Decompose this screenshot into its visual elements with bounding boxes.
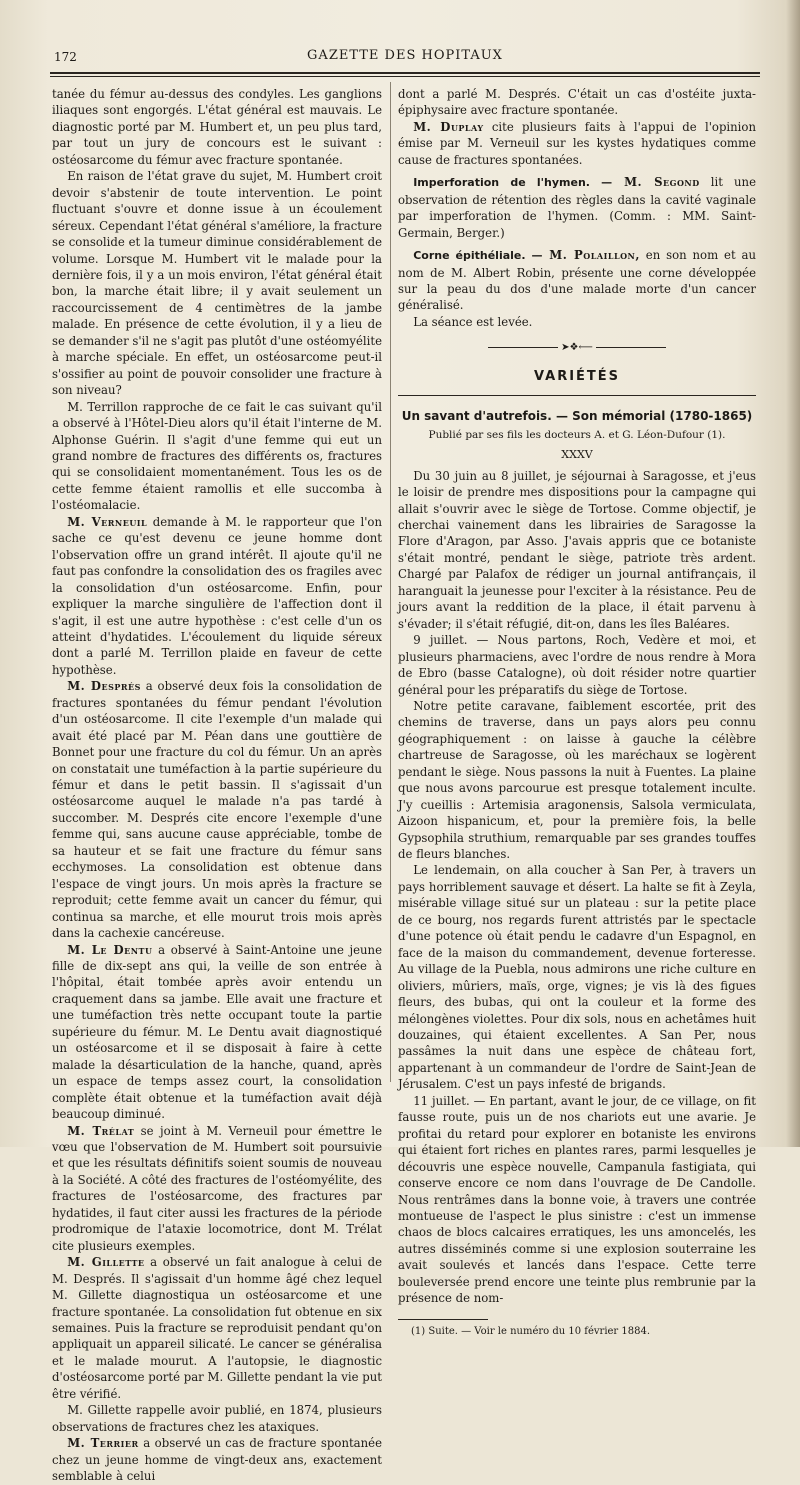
paragraph: En raison de l'état grave du sujet, M. Humbert croit devoir s'abstenir de toute intervention. Le point fluctuant s'ouvre et donne issue à un écoulement séreux. Cependant l'état général s'améliore, la fracture se consolide et la tumeur diminue considérablement de volume. Lorsque M. Humbert vit le malade pour la dernière fois, il y a un mois environ, l'état général était bon, la marche était libre; il y avait seulement un raccourcissement de 4 centimètres de la jambe malade. En présence de cette évolution, il y a lieu de se demander s'il ne s'agit pas plutôt d'une ostéomyélite à marche spéciale. En effet, un ostéosarcome peut-il s'ossifier au point de pouvoir consolider une fracture à son niveau? [52,169,382,398]
paragraph: dont a parlé M. Després. C'était un cas d'ostéite juxta-épiphysaire avec fracture spontanée. [398,87,756,118]
left-column [52,86,382,1485]
paragraph-text: a observé un cas de fracture spontanée chez un jeune homme de vingt-deux ans, exactement semblable à celui [52,1436,383,1484]
speaker-name: M. Polaillon, [542,248,640,263]
page-number: 172 [54,50,77,64]
paragraph: M. Gillette rappelle avoir publié, en 1874, plusieurs observations de fractures chez les ataxiques. [52,1403,382,1434]
paragraph [52,514,382,679]
paragraph-text: demande à M. le rapporteur que l'on sache ce qu'est devenu ce jeune homme dont l'observation offre un grand intérêt. Il ajoute qu'il ne faut pas confondre la consolidation des os fragiles avec la consolidation d'un ostéosarcome. Enfin, pour expliquer la marche singulière de l'affection dont il s'agit, il est une autre hypothèse : c'est celle d'un os atteint d'hydatides. L'écoulement du liquide séreux dont a parlé M. Terrillon plaide en faveur de cette hypothèse. [52,514,382,677]
chapter-number: XXXV [561,448,593,462]
paragraph [52,1123,382,1255]
rubric-title: Corne épithéliale. — [413,249,543,263]
speaker-name: M. Verneuil [67,514,148,529]
paragraph [52,1435,382,1484]
paragraph: Le lendemain, on alla coucher à San Per, à travers un pays horriblement sauvage et désert. La halte se fit à Zeyla, misérable village situé sur un plateau : sur la petite place de ce bourg, nos regards furent attristés par le spectacle d'une potence où était pendu le cadavre d'un Espagnol, en face de la maison du commandement, devenue forteresse. Au village de la Puebla, nous admirons une riche culture en oliviers, mûriers, maïs, orge, vignes; je vis là des figues fleurs, des bubas, qui ont la couleur et la forme des mélongènes violettes. Pour dix sols, nous en achetâmes huit douzaines, qui étaient excellentes. A San Per, nous passâmes la nuit dans une espèce de château fort, appartenant à un commandeur de l'ordre de Saint-Jean de Jérusalem. C'est un pays infesté de brigands. [398,863,756,1092]
header-rule-thin [50,76,760,77]
article-title: Un savant d'autrefois. — Son mémorial (1780-1865) [401,409,753,424]
paragraph-text: cite plusieurs faits à l'appui de l'opinion émise par M. Verneuil sur les kystes hydatiques comme cause de fractures spontanées. [398,119,756,167]
paragraph: M. Terrillon rapproche de ce fait le cas suivant qu'il a observé à l'Hôtel-Dieu alors qu'il était l'interne de M. Alphonse Guérin. Il s'agit d'une femme qui eut un grand nombre de fractures des différents os, fractures qui se consolidaient momentanément. Tous les os de cette femme étaient ramollis et elle succomba à l'ostéomalacie. [52,399,382,513]
paragraph: Du 30 juin au 8 juillet, je séjournai à Saragosse, et j'eus le loisir de prendre mes dispositions pour la campagne qui allait s'ouvrir avec le siège de Tortose. Comme objectif, je cherchai vainement dans les librairies de Saragosse la Flore d'Aragon, par Asso. J'avais appris que ce botaniste s'était montré, pendant le siège, patriote très ardent. Chargé par Palafox de rédiger un journal antifrançais, il haranguait la jeunesse pour l'exciter à la résistance. Peu de jours avant la reddition de la place, il était parvenu à s'évader; il s'était réfugié, dit-on, dans les îles Baléares. [398,468,756,631]
paragraph [398,247,756,314]
footnote: (1) Suite. — Voir le numéro du 10 février 1884. [411,1325,651,1337]
paragraph-text: se joint à M. Verneuil pour émettre le vœu que l'observation de M. Humbert soit poursuivie et que les résultats définitifs soient soumis de nouveau à la Société. A côté des fractures de l'ostéomyélite, des fractures de l'ostéosarcome, des fractures par hydatides, il faut citer aussi les fractures de la période prodromique de l'ataxie locomotrice, dont M. Trélat cite plusieurs exemples. [52,1123,382,1253]
speaker-name: M. Segond [612,175,700,190]
paragraph: La séance est levée. [413,314,533,329]
paragraph: tanée du fémur au-dessus des condyles. Les ganglions iliaques sont engorgés. L'état général est mauvais. Le diagnostic porté par M. Humbert et, un peu plus tard, par tout un jury de concours est le suivant : ostéosarcome du fémur avec fracture spontanée. [52,87,382,167]
section-title: VARIÉTÉS [533,368,621,384]
paragraph [52,942,382,1123]
paragraph [398,174,756,241]
rubric-title: Imperforation de l'hymen. — [413,176,613,190]
footnote-rule [398,1319,488,1320]
paragraph: 11 juillet. — En partant, avant le jour, de ce village, on fit fausse route, puis un de nos chariots eut une avarie. Je profitai du retard pour explorer en botaniste les environs qui étaient fort riches en plantes rares, parmi lesquelles je découvris une espèce nouvelle, Campanula fastigiata, qui conserve encore ce nom dans l'ouvrage de De Candolle. Nous rentrâmes dans la bonne voie, à travers une contrée montueuse de l'aspect le plus sinistre : c'est un immense chaos de blocs calcaires erratiques, les uns amoncelés, les autres disséminés comme si une explosion souterraine les avait soulevés et lancés dans l'espace. Cette terre bouleversée prend encore une teinte plus rembrunie par la présence de nom- [398,1093,756,1306]
journal-title: GAZETTE DES HOPITAUX [307,48,503,63]
paragraph-text: a observé un fait analogue à celui de M. Després. Il s'agissait d'un homme âgé chez lequel M. Gillette diagnostiqua un ostéosarcome et une fracture spontanée. La consolidation fut obtenue en six semaines. Puis la fracture se reproduisit pendant qu'on appliquait un appareil silicaté. Le cancer se généralisa et le malade mourut. A l'autopsie, le diagnostic d'ostéosarcome porté par M. Gillette pendant la vie put être vérifié. [52,1255,382,1401]
page-edge-shadow [786,0,800,1147]
paragraph-text: lit une observation de rétention des règles dans la cavité vaginale par imperforation de l'hymen. (Comm. : MM. Saint-Germain, Berger.) [398,175,757,240]
speaker-name: M. Gillette [67,1255,145,1270]
paragraph [52,1254,382,1402]
ornament-divider: ➤❖⟵ [398,340,756,356]
paragraph [398,119,756,168]
article-subtitle: Publié par ses fils les docteurs A. et G. Léon-Dufour (1). [428,428,726,441]
page-header [50,44,760,68]
speaker-name: M. Després [67,679,141,694]
section-rule [398,395,756,396]
paragraph-text: en son nom et au nom de M. Albert Robin, présente une corne développée sur la peau du dos d'une malade morte d'un cancer généralisé. [398,248,756,313]
paragraph: 9 juillet. — Nous partons, Roch, Vedère et moi, et plusieurs pharmaciens, avec l'ordre de nous rendre à Mora de Ebro (basse Catalogne), où doit résider notre quartier général pour les préparatifs du siège de Tortose. [398,633,756,697]
column-divider [390,82,391,1082]
paragraph-text: a observé à Saint-Antoine une jeune fille de dix-sept ans qui, la veille de son entrée à l'hôpital, était tombée après avoir entendu un craquement dans sa jambe. Elle avait une fracture et une tuméfaction très nette occupant toute la partie supérieure du fémur. M. Le Dentu avait diagnostiqué un ostéosarcome et il se disposait à faire à cette malade la désarticulation de la hanche, quand, après un espace de temps assez court, la consolidation complète était obtenue et la tuméfaction avait déjà beaucoup diminué. [52,942,382,1122]
speaker-name: M. Terrier [67,1436,139,1451]
header-rule [50,72,760,74]
paragraph: Notre petite caravane, faiblement escortée, prit des chemins de traverse, dans un pays alors peu connu géographiquement : on laisse à gauche la célèbre chartreuse de Saragosse, où les maréchaux se logèrent pendant le siège. Nous passons la nuit à Fuentes. La plaine que nous avons parcourue est presque totalement inculte. J'y cueillis : Artemisia aragonensis, Salsola vermiculata, Aizoon hispanicum, et, pour la première fois, la belle Gypsophila struthium, remarquable par ses grandes touffes de fleurs blanches. [398,698,756,862]
speaker-name: M. Duplay [413,119,484,134]
right-column [398,86,756,1340]
speaker-name: M. Trélat [67,1123,135,1138]
paragraph-text: a observé deux fois la consolidation de fractures spontanées du fémur pendant l'évolution d'un ostéosarcome. Il cite l'exemple d'un malade qui avait été placé par M. Péan dans une gouttière de Bonnet pour une fracture du col du fémur. Un an après on constatait une tuméfaction à la partie supérieure du fémur et dans le petit bassin. Il s'agissait d'un ostéosarcome auquel le malade n'a pas tardé à succomber. M. Després cite encore l'exemple d'une femme qui, sans aucune cause appréciable, tombe de sa hauteur et se fait une fracture du fémur sans ecchymoses. La consolidation est obtenue dans l'espace de vingt jours. Un mois après la fracture se reproduit; cette femme avait un cancer du fémur, qui continua sa marche, et elle mourut trois mois après dans la cachexie cancéreuse. [52,679,382,941]
speaker-name: M. Le Dentu [67,942,153,957]
paragraph [52,678,382,941]
